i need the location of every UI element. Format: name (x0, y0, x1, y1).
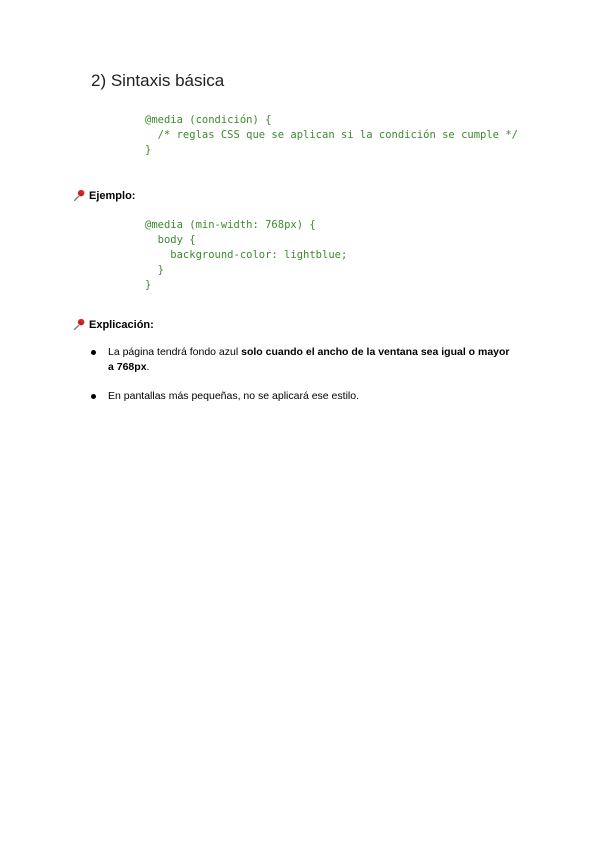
list-item (91, 345, 511, 375)
syntax-code-block: @media (condición) { /* reglas CSS que se aplican si la condición se cumple */ } (145, 114, 518, 156)
explanation-label (73, 318, 154, 331)
example-label-text: Ejemplo: (89, 189, 136, 202)
example-code-block: @media (min-width: 768px) { body { background-color: lightblue; } } (145, 219, 348, 291)
bullet-icon (91, 394, 96, 399)
bullet1-bold-text: solo cuando el ancho de la ventana sea igual o mayor a 768px (108, 346, 510, 373)
bullet1-text-after: . (146, 361, 150, 373)
bullet-icon (91, 350, 96, 355)
explanation-label-text: Explicación: (89, 318, 154, 331)
example-label (73, 189, 135, 202)
bullet2-text: En pantallas más pequeñas, no se aplicará ese estilo. (108, 390, 359, 402)
pushpin-icon (73, 189, 86, 202)
list-item (91, 389, 511, 404)
pushpin-icon (73, 318, 86, 331)
bullet1-text-before: La página tendrá fondo azul (108, 346, 242, 358)
section-title: 2) Sintaxis básica (91, 71, 225, 90)
explanation-list (91, 345, 511, 418)
